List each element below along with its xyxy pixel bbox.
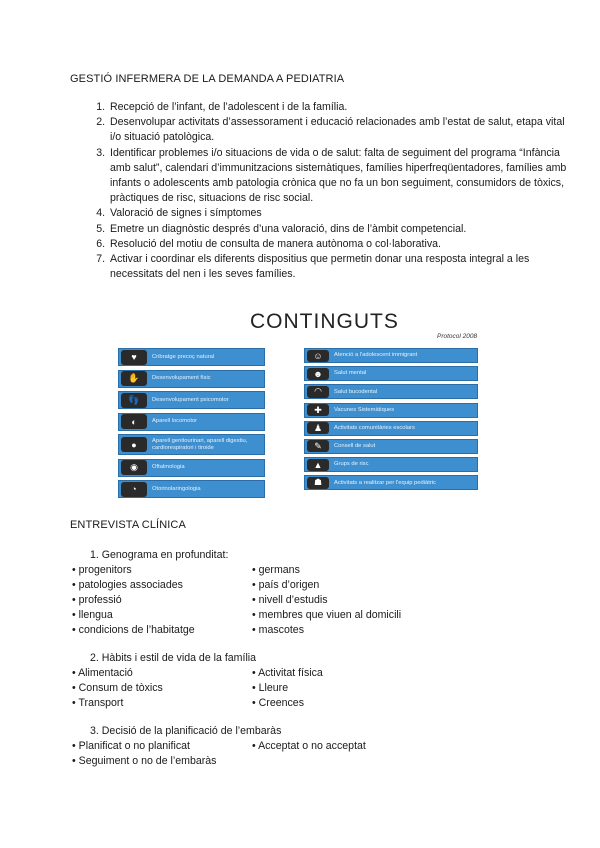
subsection-1-right-list — [252, 563, 401, 638]
bullet-item: • Transport — [72, 697, 124, 709]
contingut-tile — [118, 480, 265, 498]
locomotor-icon: ◐ — [121, 414, 147, 429]
school-icon: ♟ — [307, 422, 329, 434]
vaccine-icon: ✚ — [307, 404, 329, 416]
eyes-icon: ◉ — [121, 460, 147, 475]
subsection-3-right-list — [252, 739, 366, 754]
main-list-item: 5. Emetre un diagnòstic després d’una valoració, dins de l’àmbit competencial. — [108, 222, 568, 237]
bullet-item: • Lleure — [252, 682, 289, 694]
ear-icon: ◔ — [121, 482, 147, 497]
contingut-tile — [304, 366, 478, 381]
subsection-2-left-list — [72, 666, 163, 711]
contingut-tile — [304, 348, 478, 363]
contingut-tile — [304, 403, 478, 418]
contingut-tile-label: Desenvolupament físic — [152, 375, 211, 382]
contingut-tile-label: Oftalmologia — [152, 464, 185, 471]
risk-group-icon: ▲ — [307, 459, 329, 471]
bullet-item: • mascotes — [252, 624, 304, 636]
contingut-tile — [118, 434, 265, 455]
bullet-item: • patologies associades — [72, 579, 183, 591]
contingut-tile — [304, 439, 478, 454]
contingut-tile-label: Aparell locomotor — [152, 418, 198, 425]
bullet-item: • llengua — [72, 609, 113, 621]
contingut-tile-label: Cribratge precoç natural — [152, 353, 215, 360]
pediatric-activity-icon: ☗ — [307, 477, 329, 489]
bullet-item: • nivell d’estudis — [252, 594, 328, 606]
contingut-tile-label: Activitats a realitzar per l'equip pediàtric — [334, 479, 436, 486]
mental-health-icon: ☻ — [307, 368, 329, 380]
contingut-left-column — [118, 348, 265, 502]
main-list-item: 3. Identificar problemes i/o situacions de vida o de salut: falta de seguiment del programa “Infància amb salut”, calendari d’immunitzacions sistemàtiques, famílies hiperfreqüentadores, famílies amb infants o adolescents amb patologia crònica que no fa un bon seguiment, consumidors de tòxics, pràctiques de risc, situacions de risc social. — [108, 146, 568, 207]
adolescent-icon: ☺ — [307, 350, 329, 362]
bullet-item: • progenitors — [72, 564, 132, 576]
contingut-tile-label: Desenvolupament psicomotor — [152, 396, 229, 403]
contingut-tile — [118, 370, 265, 388]
contingut-tile — [118, 459, 265, 477]
contingut-tile-label: Salut bucodental — [334, 388, 378, 395]
contingut-tile-label: Consell de salut — [334, 443, 376, 450]
bullet-item: • membres que viuen al domicili — [252, 609, 402, 621]
contingut-tile — [304, 475, 478, 490]
advice-icon: ✎ — [307, 440, 329, 452]
contingut-title: CONTINGUTS — [250, 310, 399, 333]
subsection-1-left-list — [72, 563, 195, 638]
psychomotor-icon: 👣 — [121, 393, 147, 408]
section-heading-entrevista: ENTREVISTA CLÍNICA — [70, 519, 186, 531]
contingut-tile-label: Otorinolaringologia — [152, 485, 201, 492]
subsection-2-right-list — [252, 666, 323, 711]
main-list-item: 1. Recepció de l’infant, de l’adolescent i de la família. — [108, 100, 568, 115]
contingut-tile-label: Aparell genitourinari, aparell digestiu, cardiorespiratori i tiroide — [152, 438, 248, 451]
subsection-title-2: 2. Hàbits i estil de vida de la família — [90, 652, 257, 664]
bullet-item: • Planificat o no planificat — [72, 740, 190, 752]
breastfeeding-icon: ♥ — [121, 350, 147, 365]
contingut-tile — [118, 348, 265, 366]
bullet-item: • Creences — [252, 697, 304, 709]
bullet-item: • Consum de tòxics — [72, 682, 163, 694]
protocol-label: Protocol 2008 — [437, 333, 478, 340]
main-numbered-list — [70, 100, 568, 282]
section-heading-gestio: GESTIÓ INFERMERA DE LA DEMANDA A PEDIATRIA — [70, 73, 345, 85]
main-list-item: 7. Activar i coordinar els diferents dispositius que permetin donar una resposta integral a les necessitats del nen i les seves famílies. — [108, 252, 568, 282]
main-list-item: 2. Desenvolupar activitats d’assessorament i educació relacionades amb l’estat de salut, etapa vital i/o situació patològica. — [108, 115, 568, 145]
main-list-item: 6. Resolució del motiu de consulta de manera autònoma o col·laborativa. — [108, 237, 568, 252]
contingut-tile-label: Salut mental — [334, 370, 367, 377]
bullet-item: • condicions de l’habitatge — [72, 624, 195, 636]
development-icon: ✋ — [121, 371, 147, 386]
contingut-tile — [118, 413, 265, 431]
subsection-title-3: 3. Decisió de la planificació de l’embaràs — [90, 725, 282, 737]
contingut-tile-label: Atenció a l'adolescent immigrant — [334, 352, 418, 359]
contingut-tile — [304, 457, 478, 472]
main-list-item: 4. Valoració de signes i símptomes — [108, 206, 568, 221]
subsection-3-left-list — [72, 739, 216, 769]
bullet-item: • país d’origen — [252, 579, 320, 591]
contingut-tile — [304, 421, 478, 436]
contingut-tile — [304, 384, 478, 399]
bullet-item: • germans — [252, 564, 300, 576]
oral-health-icon: ◠ — [307, 386, 329, 398]
bullet-item: • professió — [72, 594, 122, 606]
contingut-right-column — [304, 348, 478, 494]
bullet-item: • Seguiment o no de l’embaràs — [72, 755, 217, 767]
bullet-item: • Activitat física — [252, 667, 323, 679]
bullet-item: • Acceptat o no acceptat — [252, 740, 366, 752]
contingut-tile — [118, 391, 265, 409]
contingut-tile-label: Activitats comunitàries escolars — [334, 425, 415, 432]
subsection-title-1: 1. Genograma en profunditat: — [90, 549, 229, 561]
genital-icon: ● — [121, 437, 147, 452]
contingut-tile-label: Vacunes Sistemàtiques — [334, 406, 395, 413]
bullet-item: • Alimentació — [72, 667, 133, 679]
contingut-tile-label: Grups de risc — [334, 461, 369, 468]
